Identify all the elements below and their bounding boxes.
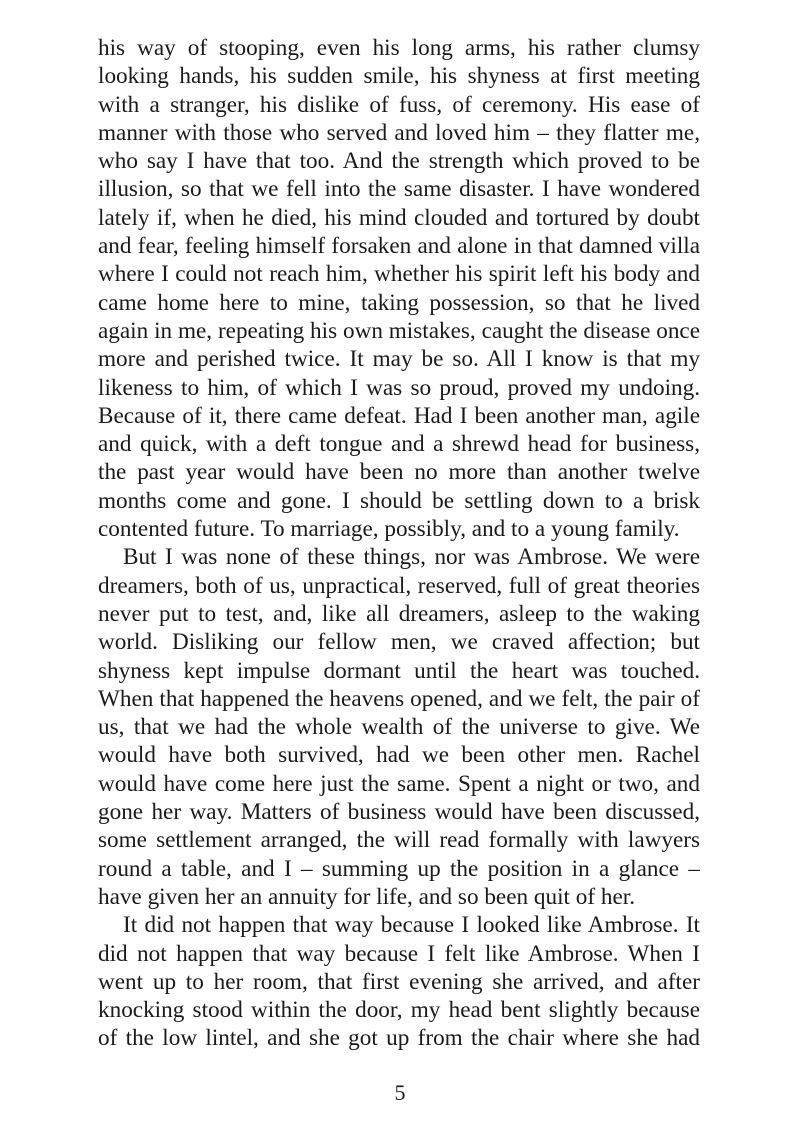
paragraph-2: But I was none of these things, nor was Ambrose. We were dreamers, both of us, unpractical, reserved, full of great theories never put to test, and, like all dreamers, asleep to the waking world. Disliking our fellow men, we craved affection; but shyness kept impulse dormant until the heart was touched. When that happened the heavens opened, and we felt, the pair of us, that we had the whole wealth of the universe to give. We would have both survived, had we been other men. Rachel would have come here just the same. Spent a night or two, and gone her way. Matters of business would have been discussed, some settlement arranged, the will read formally with lawyers round a table, and I – summing up the position in a glance – have given her an annuity for life, and so been quit of her.: [98, 544, 700, 910]
body-text: [98, 34, 700, 1053]
page-number: 5: [394, 1080, 406, 1105]
paragraph-3: It did not happen that way because I looked like Ambrose. It did not happen that way because I felt like Ambrose. When I went up to her room, that first evening she arrived, and after knocking stood within the door, my head bent slightly because of the low lintel, and she got up from the chair where she had: [98, 912, 700, 1052]
paragraph-1: his way of stooping, even his long arms, his rather clumsy looking hands, his sudden smile, his shyness at first meeting with a stranger, his dislike of fuss, of ceremony. His ease of manner with those who served and loved him – they flatter me, who say I have that too. And the strength which proved to be illusion, so that we fell into the same disaster. I have wondered lately if, when he died, his mind clouded and tortured by doubt and fear, feeling himself forsaken and alone in that damned villa where I could not reach him, whether his spirit left his body and came home here to mine, taking possession, so that he lived again in me, repeating his own mistakes, caught the disease once more and perished twice. It may be so. All I know is that my likeness to him, of which I was so proud, proved my undoing. Because of it, there came defeat. Had I been another man, agile and quick, with a deft tongue and a shrewd head for business, the past year would have been no more than another twelve months come and gone. I should be settling down to a brisk contented future. To marriage, possibly, and to a young family.: [98, 35, 700, 543]
